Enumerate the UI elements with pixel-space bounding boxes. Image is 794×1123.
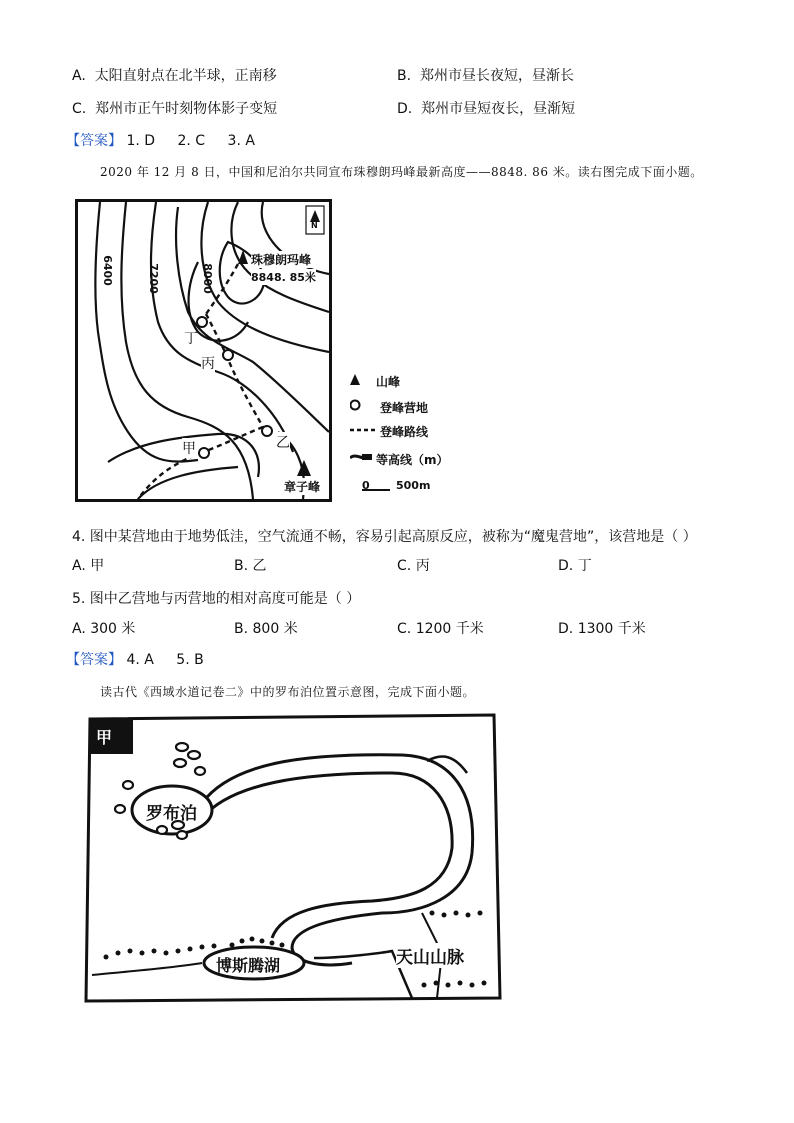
answer-item: 1. D xyxy=(126,133,156,149)
option-text: 乙 xyxy=(252,558,267,574)
lopnur-label: 罗布泊 xyxy=(146,804,197,824)
camp-ding-label: 丁 xyxy=(184,331,198,347)
camp-yi-label: 乙 xyxy=(276,432,290,452)
option-key: B. xyxy=(234,558,249,574)
q4-option-a[interactable] xyxy=(72,557,104,575)
answer-item: 2. C xyxy=(177,133,206,149)
option-key: D. xyxy=(558,558,574,574)
camp-jia-marker xyxy=(199,448,209,458)
legend-peak-icon xyxy=(350,374,360,385)
q4-option-c[interactable] xyxy=(397,557,430,575)
bosten-lake-label: 博斯腾湖 xyxy=(216,956,281,975)
legend-camp-icon xyxy=(351,401,360,410)
answer-item: 5. B xyxy=(176,652,204,668)
option-key: B. xyxy=(397,68,412,84)
scale-end: 500m xyxy=(396,479,431,492)
option-text: 300 米 xyxy=(90,621,136,637)
map-tag: 甲 xyxy=(96,728,113,747)
option-text: 甲 xyxy=(90,558,105,574)
option-text: 丁 xyxy=(577,558,592,574)
option-a-prev xyxy=(72,67,277,85)
q5-option-d[interactable] xyxy=(558,620,646,638)
map-legend xyxy=(350,370,490,500)
answer-item: 4. A xyxy=(126,652,154,668)
question-4-stem: 4. 图中某营地由于地势低洼，空气流通不畅，容易引起高原反应，被称为“魔鬼营地”，该营地是（ ） xyxy=(72,529,697,545)
q4-option-b[interactable] xyxy=(234,557,267,575)
contour-label-8000: 8000 xyxy=(200,263,214,294)
answer-line-2 xyxy=(66,651,222,669)
answer-tag: 【答案】 xyxy=(66,652,122,668)
answer-line-1 xyxy=(66,132,273,150)
option-b-prev xyxy=(397,67,574,85)
everest-intro: 2020 年 12 月 8 日，中国和尼泊尔共同宣布珠穆朗玛峰最新高度——8848. 86 米。读右图完成下面小题。 xyxy=(100,165,703,179)
option-key: A. xyxy=(72,68,86,84)
legend-route-label: 登峰路线 xyxy=(380,425,429,439)
option-text: 郑州市昼短夜长，昼渐短 xyxy=(421,101,576,117)
legend-camp-label: 登峰营地 xyxy=(380,401,429,415)
option-key: C. xyxy=(397,558,412,574)
q5-option-a[interactable] xyxy=(72,620,135,638)
peak-height-label: 8848. 85米 xyxy=(251,271,316,284)
option-key: A. xyxy=(72,621,86,637)
option-text: 1200 千米 xyxy=(415,621,484,637)
legend-contour-label: 等高线（m） xyxy=(376,453,449,467)
lopnur-map xyxy=(82,713,522,1003)
option-d-prev xyxy=(397,100,575,118)
option-c-prev xyxy=(72,100,277,118)
option-key: A. xyxy=(72,558,86,574)
option-text: 郑州市昼长夜短，昼渐长 xyxy=(419,68,574,84)
peak-name-label: 珠穆朗玛峰 xyxy=(251,253,312,267)
question-5-stem: 5. 图中乙营地与丙营地的相对高度可能是（ ） xyxy=(72,591,361,607)
camp-jia-label: 甲 xyxy=(182,438,196,458)
camp-yi-marker xyxy=(262,426,272,436)
zhangzi-triangle xyxy=(297,460,311,476)
legend-peak-label: 山峰 xyxy=(376,375,401,389)
option-key: D. xyxy=(397,101,413,117)
option-text: 丙 xyxy=(415,558,430,574)
zhangzi-label: 章子峰 xyxy=(284,480,321,494)
answer-tag: 【答案】 xyxy=(66,133,122,149)
option-text: 800 米 xyxy=(252,621,298,637)
tianshan-label: 天山山脉 xyxy=(396,943,464,968)
lopnur-intro: 读古代《西域水道记卷二》中的罗布泊位置示意图，完成下面小题。 xyxy=(100,685,476,699)
option-text: 郑州市正午时刻物体影子变短 xyxy=(95,101,278,117)
option-key: D. xyxy=(558,621,574,637)
scale-zero: 0 xyxy=(362,479,370,492)
contour-label-7200: 7200 xyxy=(146,263,160,294)
camp-ding-marker xyxy=(197,317,207,327)
contour-label-6400: 6400 xyxy=(100,255,114,286)
camp-bing-label: 丙 xyxy=(201,353,215,373)
legend-contour-label-mark xyxy=(362,454,372,460)
answer-item: 3. A xyxy=(227,133,255,149)
option-key: C. xyxy=(72,101,87,117)
option-key: C. xyxy=(397,621,412,637)
q5-option-b[interactable] xyxy=(234,620,298,638)
camp-bing-marker xyxy=(223,350,233,360)
north-label: N xyxy=(311,221,318,230)
contour-lines xyxy=(78,202,329,499)
option-text: 1300 千米 xyxy=(577,621,646,637)
everest-contour-map xyxy=(75,199,332,502)
option-key: B. xyxy=(234,621,249,637)
option-text: 太阳直射点在北半球，正南移 xyxy=(94,68,277,84)
q5-option-c[interactable] xyxy=(397,620,484,638)
q4-option-d[interactable] xyxy=(558,557,592,575)
